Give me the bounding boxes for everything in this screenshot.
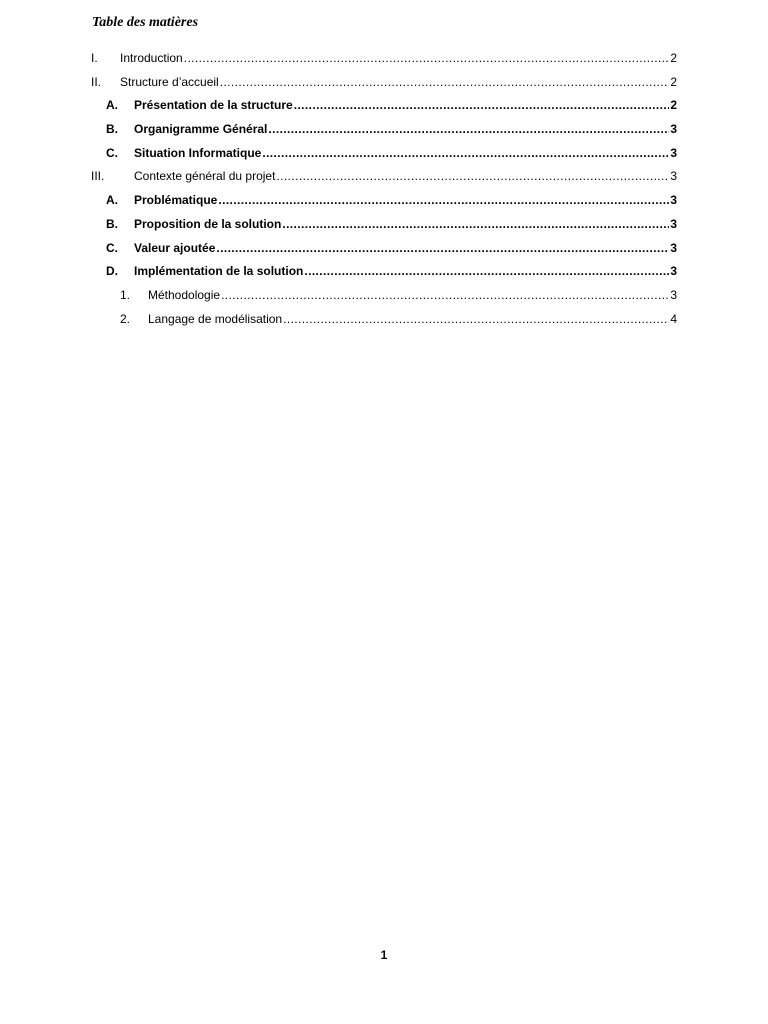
- toc-entry-page: 2: [670, 98, 677, 113]
- toc-dot-leader: [220, 75, 670, 89]
- toc-dot-leader: [216, 241, 669, 255]
- toc-entry-number: A.: [106, 193, 118, 208]
- toc-entry-number: 1.: [120, 287, 131, 302]
- toc-dot-leader: [304, 264, 669, 278]
- toc-title: Table des matières: [92, 15, 199, 30]
- toc-dot-leader: [294, 98, 670, 112]
- toc-entry-presentation-structure[interactable]: [91, 94, 677, 118]
- toc-dot-leader: [262, 146, 669, 160]
- toc-dot-leader: [184, 51, 670, 65]
- toc-entry-page: 2: [670, 51, 677, 65]
- toc-entry-number: B.: [106, 216, 118, 231]
- toc-entry-problematique[interactable]: [91, 189, 677, 213]
- toc-entry-label: Implémentation de la solution: [134, 264, 304, 279]
- toc-entry-number: B.: [106, 122, 118, 137]
- toc-entry-label: Valeur ajoutée: [134, 240, 216, 255]
- toc-entry-structure-accueil[interactable]: [91, 71, 677, 95]
- toc-entry-methodologie[interactable]: [91, 284, 677, 308]
- toc-entry-number: D.: [106, 264, 118, 279]
- toc-entry-page: 3: [670, 264, 677, 279]
- toc-entry-page: 2: [670, 74, 677, 89]
- toc-entry-implementation-solution[interactable]: [91, 260, 677, 284]
- toc-entry-label: Langage de modélisation: [148, 311, 283, 326]
- toc-dot-leader: [276, 169, 669, 183]
- toc-entry-langage-modelisation[interactable]: [91, 308, 677, 332]
- toc-entry-label: Problématique: [134, 193, 218, 208]
- toc-entry-number: A.: [106, 98, 118, 113]
- toc-entry-organigramme[interactable]: [91, 118, 677, 142]
- toc-dot-leader: [282, 217, 669, 231]
- toc-entry-contexte-general[interactable]: [91, 165, 677, 189]
- toc-entry-page: 3: [670, 287, 677, 302]
- toc-entry-page: 3: [670, 122, 677, 137]
- toc-entry-label: Proposition de la solution: [134, 216, 282, 231]
- toc-entry-number: C.: [106, 145, 118, 160]
- toc-entry-page: 3: [670, 193, 677, 208]
- table-of-contents: [91, 47, 677, 331]
- toc-dot-leader: [268, 122, 669, 136]
- toc-entry-label: Méthodologie: [148, 287, 221, 302]
- toc-entry-page: 3: [670, 169, 677, 184]
- toc-entry-number: II.: [91, 74, 102, 89]
- toc-entry-label: Introduction: [120, 51, 183, 65]
- toc-entry-number: 2.: [120, 311, 131, 326]
- toc-entry-number: I.: [91, 51, 98, 65]
- toc-entry-number: III.: [91, 169, 105, 184]
- toc-entry-proposition-solution[interactable]: [91, 213, 677, 237]
- toc-dot-leader: [283, 312, 669, 326]
- toc-entry-label: Structure d’accueil: [120, 74, 219, 89]
- toc-entry-introduction[interactable]: [91, 47, 677, 71]
- toc-entry-situation-informatique[interactable]: [91, 142, 677, 166]
- toc-entry-label: Situation Informatique: [134, 145, 262, 160]
- toc-entry-page: 4: [670, 311, 677, 326]
- toc-entry-page: 3: [670, 145, 677, 160]
- toc-entry-page: 3: [670, 216, 677, 231]
- toc-entry-label: Contexte général du projet: [134, 169, 276, 184]
- toc-entry-number: C.: [106, 240, 118, 255]
- toc-entry-label: Présentation de la structure: [134, 98, 293, 113]
- toc-entry-page: 3: [670, 240, 677, 255]
- toc-entry-valeur-ajoutee[interactable]: [91, 237, 677, 261]
- toc-dot-leader: [221, 288, 669, 302]
- toc-entry-label: Organigramme Général: [134, 122, 268, 137]
- toc-dot-leader: [218, 193, 669, 207]
- page-number: 1: [380, 948, 388, 962]
